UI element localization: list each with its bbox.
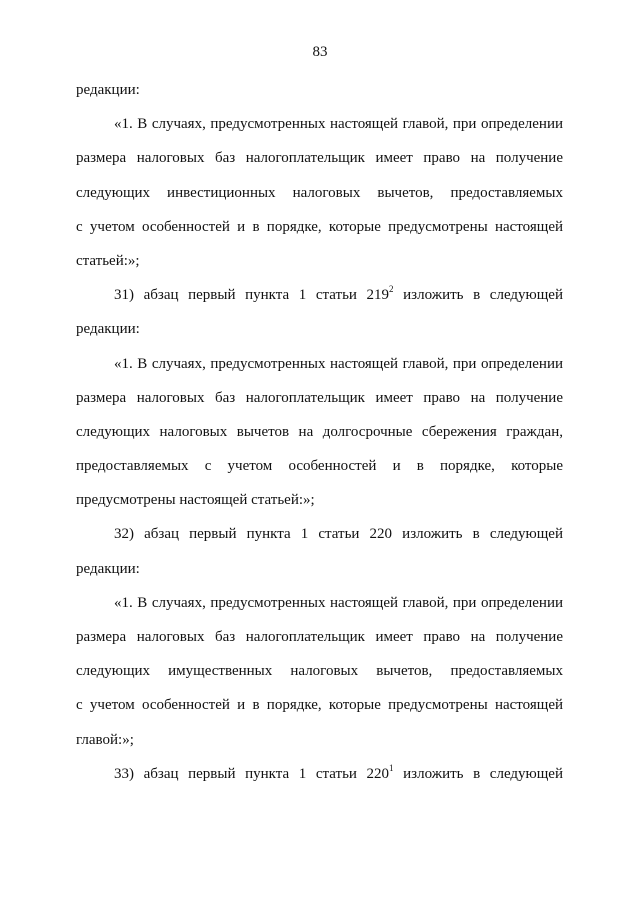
text-line: следующих имущественных налоговых вычетов, предоставляемых: [76, 663, 563, 680]
amendment-text-start: 31) абзац первый пункта 1 статьи 219: [114, 287, 390, 304]
text-line: размера налоговых баз налогоплательщик имеет право на получение: [76, 389, 563, 406]
text-line: размера налоговых баз налогоплательщик имеет право на получение: [76, 629, 563, 645]
text-line: статьей:»;: [76, 252, 140, 269]
text-line: редакции:: [76, 321, 140, 338]
text-line: следующих налоговых вычетов на долгосрочные сбережения граждан,: [76, 423, 563, 440]
document-body: [76, 80, 563, 798]
text-line: с учетом особенностей и в порядке, которые предусмотрены настоящей: [76, 697, 563, 714]
text-line: предоставляемых с учетом особенностей и в порядке, которые: [76, 458, 563, 475]
article-superscript: 2: [389, 284, 394, 295]
amendment-text-end: изложить в следующей: [393, 765, 563, 782]
text-line: «1. В случаях, предусмотренных настоящей главой, при определении: [114, 355, 563, 372]
text-line: редакции:: [76, 560, 140, 577]
text-line: «1. В случаях, предусмотренных настоящей главой, при определении: [114, 594, 563, 611]
text-line: предусмотрены настоящей статьей:»;: [76, 492, 315, 509]
page-number: 83: [312, 44, 328, 60]
article-superscript: 1: [389, 762, 394, 773]
amendment-text-end: изложить в следующей: [393, 287, 563, 304]
amendment-line: [76, 764, 563, 798]
text-line: редакции:: [76, 82, 140, 98]
text-line: главой:»;: [76, 731, 134, 748]
amendment-line: 32) абзац первый пункта 1 статьи 220 изложить в следующей: [114, 526, 563, 543]
amendment-line: [76, 285, 563, 319]
text-line: с учетом особенностей и в порядке, которые предусмотрены настоящей: [76, 218, 563, 235]
text-line: «1. В случаях, предусмотренных настоящей главой, при определении: [114, 116, 563, 133]
text-line: следующих инвестиционных налоговых вычетов, предоставляемых: [76, 184, 563, 201]
text-line: размера налоговых баз налогоплательщик имеет право на получение: [76, 150, 563, 167]
amendment-text-start: 33) абзац первый пункта 1 статьи 220: [114, 765, 390, 782]
